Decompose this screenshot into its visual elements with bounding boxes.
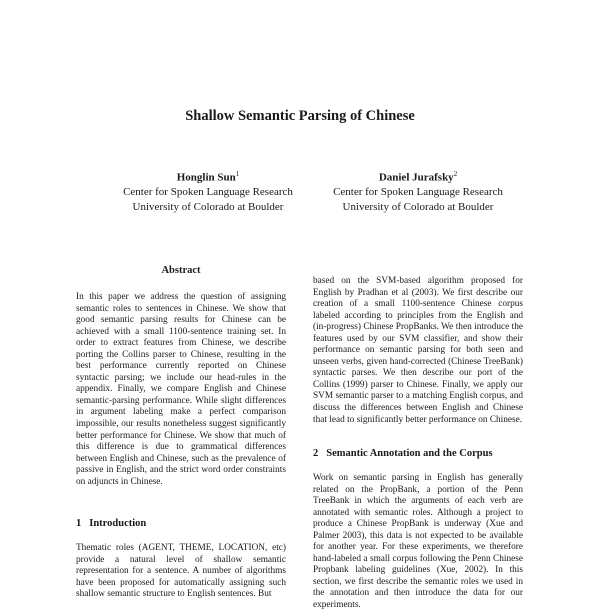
author-affiliation-2a: Center for Spoken Language Research	[333, 186, 503, 199]
abstract-text: In this paper we address the question of assigning semantic roles to sentences in Chinese. We show that good semantic parsing results for Chinese can be achieved with a small 1100-sentence training set. In order to extract features from Chinese, we describe porting the Collins parser to Chinese, resulting in the best performance currently reported on Chinese syntactic parsing; we include our head-rules in the appendix. Finally, we compare English and Chinese semantic-parsing performance. While slight differences in argument labeling make a perfect comparison impossible, our results nonetheless suggest significantly better performance for Chinese. We show that much of this difference is due to grammatical differences between English and Chinese, such as the prevalence of passive in English, and the strict word order constraints on adjuncts in Chinese.	[76, 292, 286, 487]
section-1-heading: 1 Introduction	[76, 518, 147, 529]
author-block-1	[98, 167, 318, 214]
paper-title: Shallow Semantic Parsing of Chinese	[185, 108, 415, 124]
abstract-heading: Abstract	[161, 265, 201, 276]
author-footnote-1: 1	[235, 170, 240, 178]
section-2-text: Work on semantic parsing in English has generally related on the PropBank, a portion of the Penn TreeBank in which the arguments of each verb are annotated with semantic roles. Although a project to produce a Chinese PropBank is underway (Xue and Palmer 2003), this data is not expected to be available for another year. For these experiments, we therefore hand-labeled a small corpus following the Penn Chinese Propbank labeling guidelines (Xue, 2002). In this section, we first describe the semantic roles we used in the annotation and then introduce the data for our experiments.	[313, 473, 523, 611]
author-name-2: Daniel Jurafsky$^2$	[378, 170, 458, 184]
author-name-1: Honglin Sun$^1$	[176, 170, 240, 184]
author-affiliation-1a: Center for Spoken Language Research	[123, 186, 293, 199]
author-footnote-2: 2	[453, 170, 458, 178]
author-affiliation-1b: University of Colorado at Boulder	[132, 200, 284, 213]
section-1-text: Thematic roles (AGENT, THEME, LOCATION, etc) provide a natural level of shallow semantic representation for a sentence. A number of algorithms have been proposed for automatically assigning such shallow semantic structure to English sentences. But	[76, 543, 286, 600]
author-block-2	[308, 167, 528, 214]
author-affiliation-2b: University of Colorado at Boulder	[342, 200, 494, 213]
section-2-heading: 2 Semantic Annotation and the Corpus	[313, 448, 493, 459]
right-column-paragraph-1: based on the SVM-based algorithm proposed for English by Pradhan et al (2003). We first describe our creation of a small 1100-sentence Chinese corpus labeled according to principles from the English and (in-progress) Chinese PropBanks. We then introduce the features used by our SVM classifier, and show their performance on semantic parsing for both seen and unseen verbs, given hand-corrected (Chinese TreeBank) syntactic parses. We then describe our port of the Collins (1999) parser to Chinese. Finally, we apply our SVM semantic parser to a matching English corpus, and discuss the differences between English and Chinese that lead to significantly better performance on Chinese.	[313, 276, 523, 425]
